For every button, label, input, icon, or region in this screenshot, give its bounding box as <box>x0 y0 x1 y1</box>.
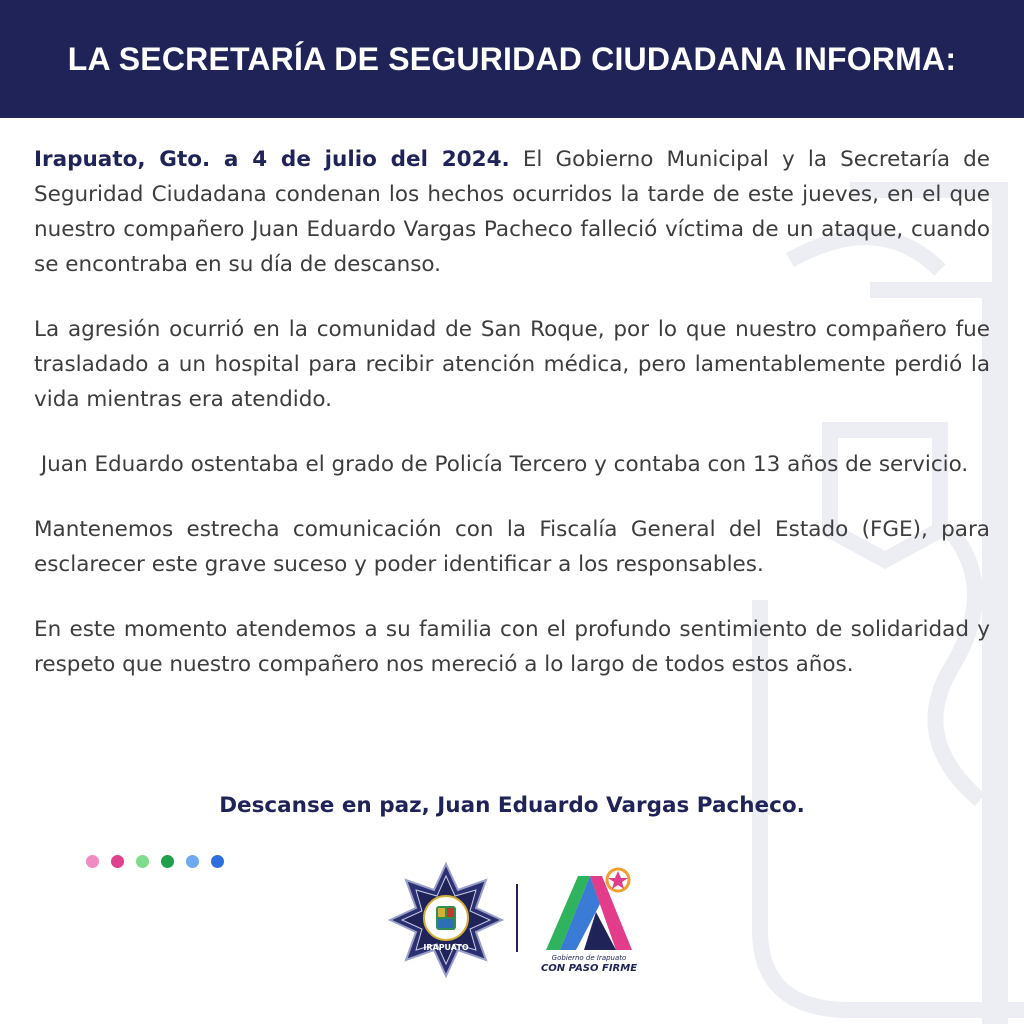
logo-footer <box>388 862 648 982</box>
color-dot <box>186 855 199 868</box>
color-dots <box>86 855 224 868</box>
header-banner <box>0 0 1024 118</box>
closing-line: Descanse en paz, Juan Eduardo Vargas Pacheco. <box>219 793 805 818</box>
paragraph-2: La agresión ocurrió en la comunidad de San Roque, por lo que nuestro compañero fue trasladado a un hospital para recibir atención médica, pero lamentablemente perdió la vida mientras era atendido. <box>34 317 990 412</box>
police-badge-icon <box>388 862 504 978</box>
color-dot <box>211 855 224 868</box>
logo-divider <box>516 884 518 952</box>
color-dot <box>161 855 174 868</box>
statement-body <box>34 142 990 712</box>
paragraph-3: Juan Eduardo ostentaba el grado de Policía Tercero y contaba con 13 años de servicio. <box>34 452 969 477</box>
color-dot <box>111 855 124 868</box>
color-dot <box>136 855 149 868</box>
dateline: Irapuato, Gto. a 4 de julio del 2024. <box>34 147 510 172</box>
gov-caption-top: Gobierno de Irapuato <box>551 954 627 962</box>
paragraph-1 <box>34 142 990 282</box>
page-title: LA SECRETARÍA DE SEGURIDAD CIUDADANA INFORMA: <box>67 40 957 77</box>
paragraph-5: En este momento atendemos a su familia con el profundo sentimiento de solidaridad y respeto que nuestro compañero nos mereció a lo largo de todos estos años. <box>34 617 990 677</box>
color-dot <box>86 855 99 868</box>
gov-caption: CON PASO FIRME <box>540 963 638 974</box>
paragraph-4: Mantenemos estrecha comunicación con la Fiscalía General del Estado (FGE), para esclarecer este grave suceso y poder identificar a los responsables. <box>34 517 990 577</box>
paragraph-1-text: El Gobierno Municipal y la Secretaría de Seguridad Ciudadana condenan los hechos ocurridos la tarde de este jueves, en el que nuestro compañero Juan Eduardo Vargas Pacheco falleció víctima de un ataque, cuando se encontraba en su día de descanso. <box>34 147 990 277</box>
police-badge-text: IRAPUATO <box>423 943 469 952</box>
